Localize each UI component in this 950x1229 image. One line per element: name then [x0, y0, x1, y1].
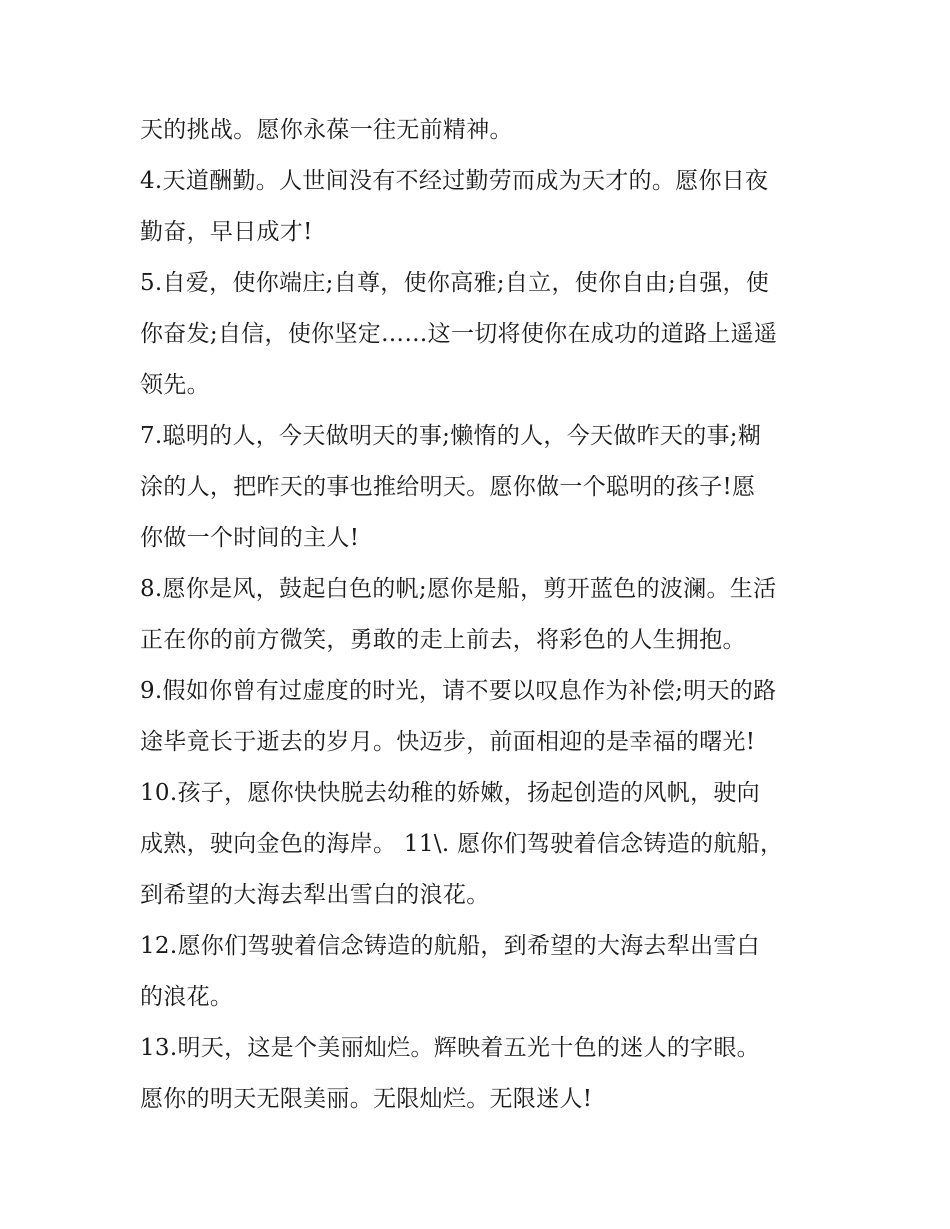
- paragraph-12: [140, 921, 820, 1023]
- text-line: 8.愿你是风，鼓起白色的帆;愿你是船，剪开蓝色的波澜。生活: [140, 576, 777, 602]
- text-line: 你奋发;自信，使你坚定……这一切将使你在成功的道路上遥遥: [140, 321, 778, 347]
- text-line: 13.明天，这是个美丽灿烂。辉映着五光十色的迷人的字眼。: [140, 1035, 760, 1061]
- text-line: 10.孩子，愿你快快脱去幼稚的娇嫩，扬起创造的风帆，驶向: [140, 780, 760, 806]
- text-line: 到希望的大海去犁出雪白的浪花。: [140, 882, 490, 908]
- paragraph-9: [140, 666, 820, 768]
- paragraph-3-continuation: [140, 105, 820, 156]
- text-line: 勤奋，早日成才!: [140, 219, 313, 245]
- text-line: 9.假如你曾有过虚度的时光，请不要以叹息作为补偿;明天的路: [140, 678, 777, 704]
- paragraph-7: [140, 411, 820, 564]
- text-line: 5.自爱，使你端庄;自尊，使你高雅;自立，使你自由;自强，使: [140, 270, 770, 296]
- text-line: 12.愿你们驾驶着信念铸造的航船，到希望的大海去犁出雪白: [140, 933, 760, 959]
- text-line: 天的挑战。愿你永葆一往无前精神。: [140, 117, 513, 143]
- text-line: 领先。: [140, 372, 210, 398]
- paragraph-8: [140, 564, 820, 666]
- document-body: [140, 105, 820, 1125]
- paragraph-4: [140, 156, 820, 258]
- text-line: 途毕竟长于逝去的岁月。快迈步，前面相迎的是幸福的曙光!: [140, 729, 756, 755]
- text-line: 正在你的前方微笑，勇敢的走上前去，将彩色的人生拥抱。: [140, 627, 746, 653]
- paragraph-13: [140, 1023, 820, 1125]
- text-line: 7.聪明的人，今天做明天的事;懒惰的人，今天做昨天的事;糊: [140, 423, 762, 449]
- text-line: 4.天道酬勤。人世间没有不经过勤劳而成为天才的。愿你日夜: [140, 168, 769, 194]
- paragraph-5: [140, 258, 820, 411]
- paragraph-10: [140, 768, 820, 921]
- text-line: 涂的人，把昨天的事也推给明天。愿你做一个聪明的孩子!愿: [140, 474, 756, 500]
- text-line: 愿你的明天无限美丽。无限灿烂。无限迷人!: [140, 1086, 593, 1112]
- text-line: 成熟，驶向金色的海岸。 11\. 愿你们驾驶着信念铸造的航船，: [140, 831, 784, 857]
- text-line: 的浪花。: [140, 984, 234, 1010]
- text-line: 你做一个时间的主人!: [140, 525, 360, 551]
